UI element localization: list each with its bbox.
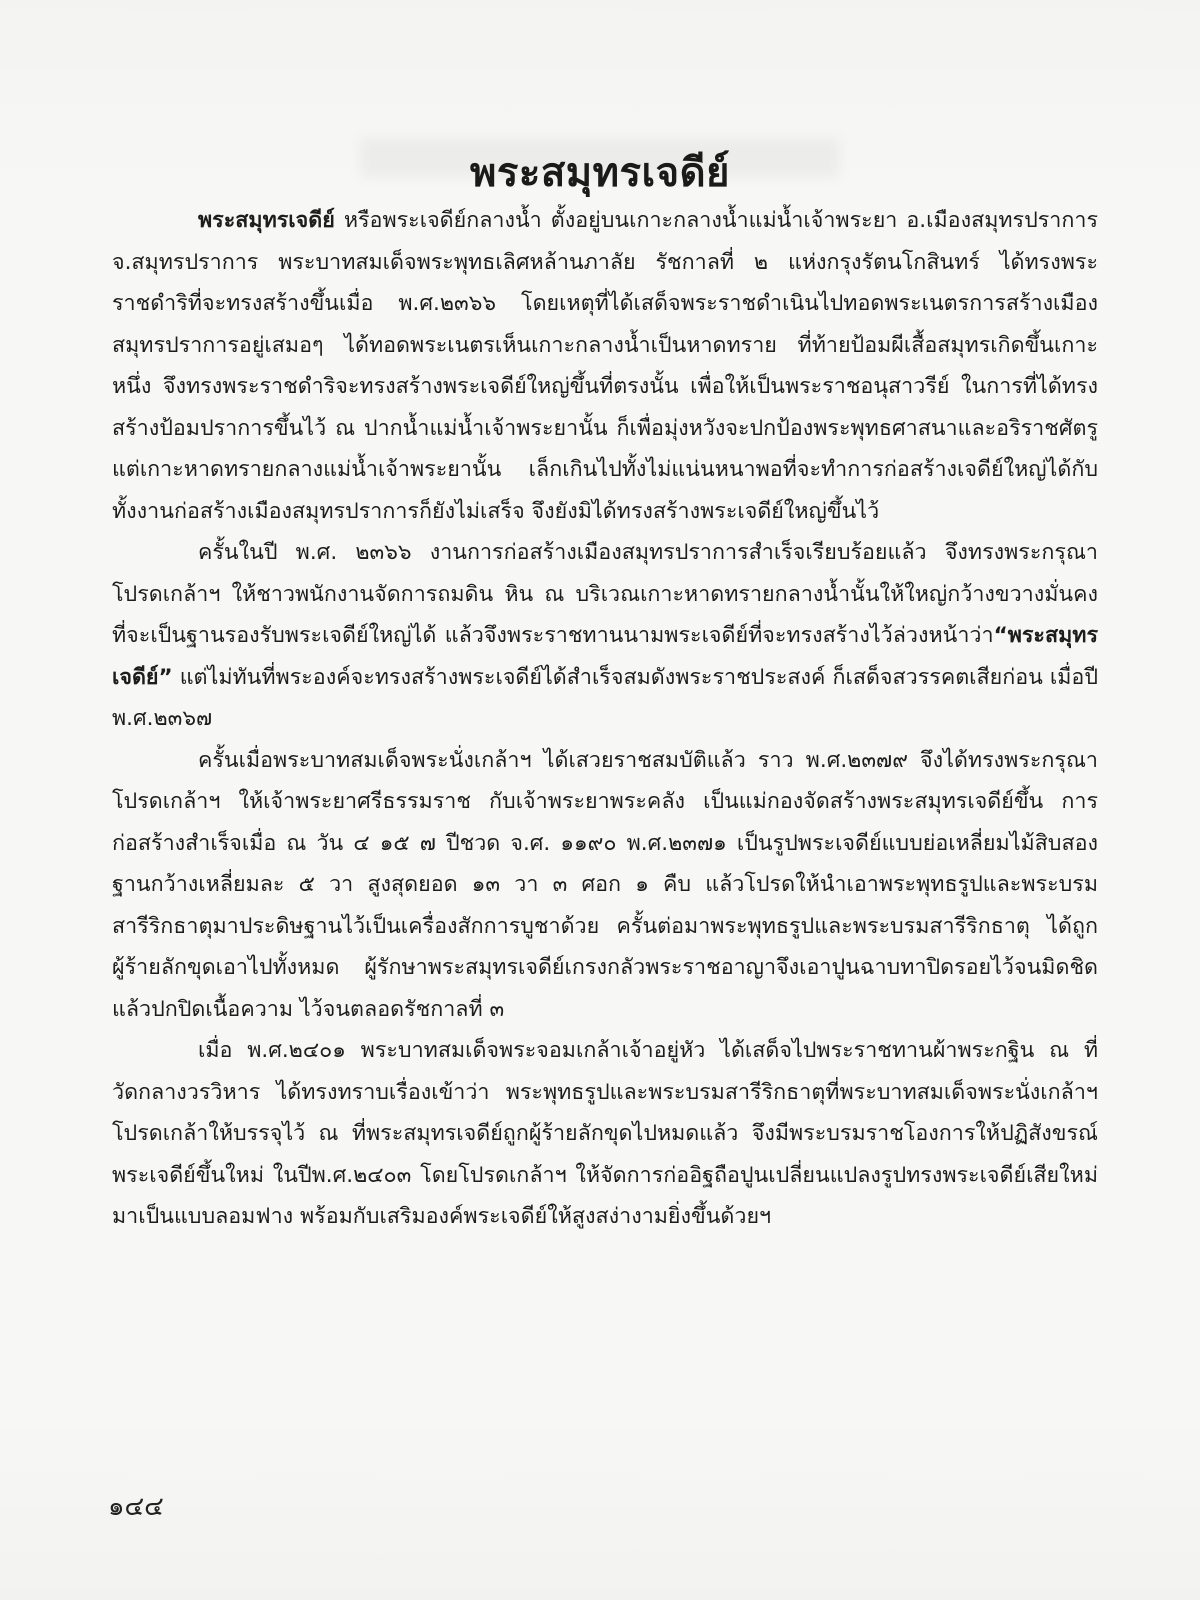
paragraph-2-text-before: ครั้นในปี พ.ศ. ๒๓๖๖ งานการก่อสร้างเมืองสมุทรปราการสำเร็จเรียบร้อยแล้ว จึงทรงพระกรุณาโปรดเกล้าฯ ให้ชาวพนักงานจัดการถมดิน หิน ณ บริเวณเกาะหาดทรายกลางน้ำนั้นให้ใหญ่กว้างขวางมั่นคง ที่จะเป็นฐานรองรับพระเจดีย์ใหญ่ได้ แล้วจึงพระราชทานนามพระเจดีย์ที่จะทรงสร้างไว้ล่วงหน้าว่า bbox=[112, 540, 1098, 648]
paragraph-4 bbox=[112, 1030, 1098, 1238]
paragraph-3 bbox=[112, 740, 1098, 1031]
document-body bbox=[112, 200, 1098, 1238]
paragraph-2 bbox=[112, 532, 1098, 740]
paragraph-1 bbox=[112, 200, 1098, 532]
page-title: พระสมุทรเจดีย์ bbox=[470, 149, 730, 196]
paragraph-2-text-after: แต่ไม่ทันที่พระองค์จะทรงสร้างพระเจดีย์ได้สำเร็จสมดังพระราชประสงค์ ก็เสด็จสวรรคตเสียก่อน เมื่อปี พ.ศ.๒๓๖๗ bbox=[112, 664, 1098, 731]
paragraph-4-text: เมื่อ พ.ศ.๒๔๐๑ พระบาทสมเด็จพระจอมเกล้าเจ้าอยู่หัว ได้เสด็จไปพระราชทานผ้าพระกฐิน ณ ที่วัดกลางวรวิหาร ได้ทรงทราบเรื่องเข้าว่า พระพุทธรูปและพระบรมสารีริกธาตุที่พระบาทสมเด็จพระนั่งเกล้าฯ โปรดเกล้าให้บรรจุไว้ ณ ที่พระสมุทรเจดีย์ถูกผู้ร้ายลักขุดไปหมดแล้ว จึงมีพระบรมราชโองการให้ปฏิสังขรณ์พระเจดีย์ขึ้นใหม่ ในปีพ.ศ.๒๔๐๓ โดยโปรดเกล้าฯ ให้จัดการก่ออิฐถือปูนเปลี่ยนแปลงรูปทรงพระเจดีย์เสียใหม่ มาเป็นแบบลอมฟาง พร้อมกับเสริมองค์พระเจดีย์ให้สูงสง่างามยิ่งขึ้นด้วยฯ bbox=[112, 1038, 1098, 1229]
paragraph-1-text: หรือพระเจดีย์กลางน้ำ ตั้งอยู่บนเกาะกลางน้ำแม่น้ำเจ้าพระยา อ.เมืองสมุทรปราการ จ.สมุทรปราการ พระบาทสมเด็จพระพุทธเลิศหล้านภาลัย รัชกาลที่ ๒ แห่งกรุงรัตนโกสินทร์ ได้ทรงพระราชดำริที่จะทรงสร้างขึ้นเมื่อ พ.ศ.๒๓๖๖ โดยเหตุที่ได้เสด็จพระราชดำเนินไปทอดพระเนตรการสร้างเมืองสมุทรปราการอยู่เสมอๆ ได้ทอดพระเนตรเห็นเกาะกลางน้ำเป็นหาดทราย ที่ท้ายป้อมผีเสื้อสมุทรเกิดขึ้นเกาะหนึ่ง จึงทรงพระราชดำริจะทรงสร้างพระเจดีย์ใหญ่ขึ้นที่ตรงนั้น เพื่อให้เป็นพระราชอนุสาวรีย์ ในการที่ได้ทรงสร้างป้อมปราการขึ้นไว้ ณ ปากน้ำแม่น้ำเจ้าพระยานั้น ก็เพื่อมุ่งหวังจะปกป้องพระพุทธศาสนาและอริราชศัตรู แต่เกาะหาดทรายกลางแม่น้ำเจ้าพระยานั้น เล็กเกินไปทั้งไม่แน่นหนาพอที่จะทำการก่อสร้างเจดีย์ใหญ่ได้กับทั้งงานก่อสร้างเมืองสมุทรปราการก็ยังไม่เสร็จ จึงยังมิได้ทรงสร้างพระเจดีย์ใหญ่ขึ้นไว้ bbox=[112, 208, 1098, 524]
paragraph-1-lead-term: พระสมุทรเจดีย์ bbox=[198, 208, 335, 233]
page-number: ๑๔๔ bbox=[108, 1492, 164, 1522]
paragraph-3-text: ครั้นเมื่อพระบาทสมเด็จพระนั่งเกล้าฯ ได้เสวยราชสมบัติแล้ว ราว พ.ศ.๒๓๗๙ จึงได้ทรงพระกรุณาโปรดเกล้าฯ ให้เจ้าพระยาศรีธรรมราช กับเจ้าพระยาพระคลัง เป็นแม่กองจัดสร้างพระสมุทรเจดีย์ขึ้น การก่อสร้างสำเร็จเมื่อ ณ วัน ๔ ๑๕ ๗ ปีชวด จ.ศ. ๑๑๙๐ พ.ศ.๒๓๗๑ เป็นรูปพระเจดีย์แบบย่อเหลี่ยมไม้สิบสอง ฐานกว้างเหลี่ยมละ ๕ วา สูงสุดยอด ๑๓ วา ๓ ศอก ๑ คืบ แล้วโปรดให้นำเอาพระพุทธรูปและพระบรมสารีริกธาตุมาประดิษฐานไว้เป็นเครื่องสักการบูชาด้วย ครั้นต่อมาพระพุทธรูปและพระบรมสารีริกธาตุ ได้ถูกผู้ร้ายลักขุดเอาไปทั้งหมด ผู้รักษาพระสมุทรเจดีย์เกรงกลัวพระราชอาญาจึงเอาปูนฉาบทาปิดรอยไว้จนมิดชิดแล้วปกปิดเนื้อความ ไว้จนตลอดรัชกาลที่ ๓ bbox=[112, 747, 1098, 1022]
paragraph-2-bold-quote: “พระสมุทรเจดีย์” bbox=[112, 623, 1098, 690]
